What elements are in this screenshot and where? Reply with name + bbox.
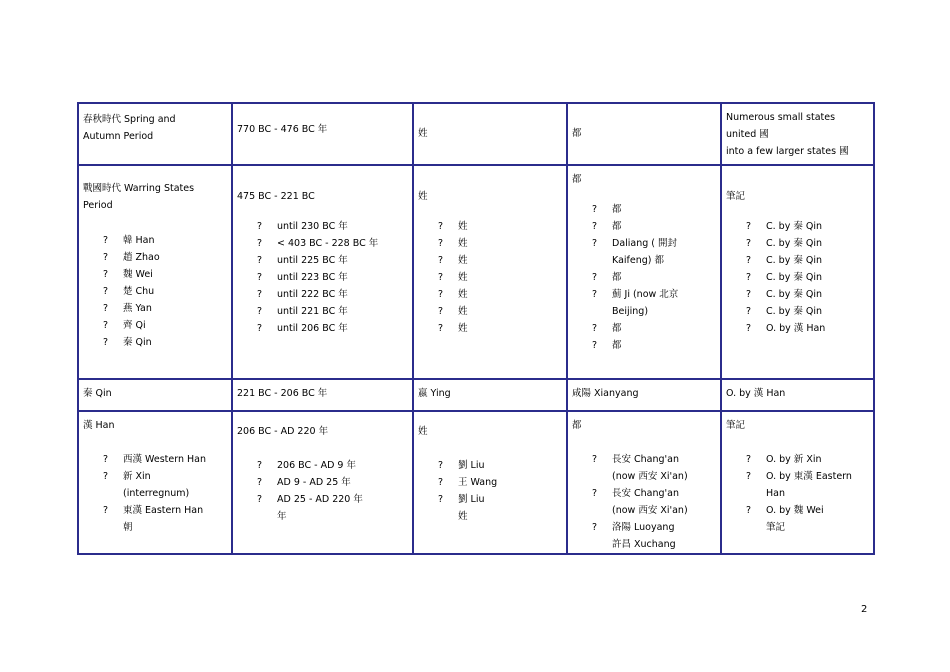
list-item [438, 269, 562, 286]
capital-text: (now 西安 Xi'an) [612, 505, 688, 516]
dates-list [237, 457, 408, 525]
surname-text: 姓 [418, 128, 428, 139]
bullet-icon: ? [746, 505, 752, 516]
note-text: C. by 秦 Qin [766, 221, 823, 232]
list-item [257, 303, 408, 320]
bullet-icon: ? [103, 252, 109, 263]
note-text: Han [766, 488, 785, 499]
surname-text: 嬴 Ying [418, 388, 451, 399]
list-item [438, 474, 562, 491]
dates-head: 475 BC - 221 BC [237, 191, 315, 202]
bullet-icon: ? [257, 477, 263, 488]
bullet-icon: ? [257, 323, 263, 334]
bullet-icon: ? [257, 289, 263, 300]
list-item [103, 249, 227, 266]
list-item [257, 457, 408, 474]
notes-line: into a few larger states 國 [726, 146, 849, 157]
dates-cell [232, 165, 413, 379]
bullet-icon: ? [103, 454, 109, 465]
capital-text: 咸陽 Xianyang [572, 388, 639, 399]
notes-list [726, 218, 869, 337]
bullet-icon: ? [746, 255, 752, 266]
bullet-icon: ? [257, 255, 263, 266]
list-item [592, 235, 716, 269]
capital-text: 洛陽 Luoyang [612, 522, 675, 533]
bullet-icon: ? [103, 337, 109, 348]
dates-text: 221 BC - 206 BC 年 [237, 388, 328, 399]
capital-text: 都 [612, 340, 622, 351]
capital-text: 長安 Chang'an [612, 488, 680, 499]
list-item [103, 502, 227, 536]
list-item [257, 491, 408, 525]
state-name: 齊 Qi [123, 320, 146, 331]
bullet-icon: ? [438, 272, 444, 283]
surname-cell [413, 165, 567, 379]
note-text: C. by 秦 Qin [766, 272, 823, 283]
period-line: Period [83, 200, 113, 211]
surname-head: 姓 [418, 191, 428, 202]
note-text: O. by 魏 Wei [766, 505, 824, 516]
bullet-icon: ? [438, 477, 444, 488]
surname-cell [413, 379, 567, 411]
bullet-icon: ? [746, 323, 752, 334]
date-range: until 206 BC 年 [277, 323, 348, 334]
table-row [78, 379, 874, 411]
list-item [746, 451, 869, 468]
capital-text: Kaifeng) 都 [612, 255, 664, 266]
list-item [257, 252, 408, 269]
date-range: until 230 BC 年 [277, 221, 348, 232]
state-list [83, 232, 227, 351]
list-item [103, 283, 227, 300]
notes-cell [721, 411, 874, 554]
capital-text: 許昌 Xuchang [612, 539, 676, 550]
bullet-icon: ? [103, 269, 109, 280]
list-item [746, 235, 869, 252]
capital-cell [567, 103, 721, 165]
notes-head: 筆記 [726, 420, 746, 431]
list-item [438, 491, 562, 525]
list-item [103, 317, 227, 334]
surname-head: 姓 [418, 426, 428, 437]
list-item [438, 286, 562, 303]
table-row [78, 165, 874, 379]
notes-cell [721, 103, 874, 165]
bullet-icon: ? [592, 221, 598, 232]
notes-line: Numerous small states [726, 112, 836, 123]
surname-list [418, 218, 562, 337]
table-row [78, 411, 874, 554]
capital-list [572, 201, 716, 354]
list-item [592, 519, 716, 553]
list-item [746, 269, 869, 286]
bullet-icon: ? [257, 460, 263, 471]
list-item [438, 457, 562, 474]
list-item [438, 218, 562, 235]
bullet-icon: ? [592, 488, 598, 499]
state-name: 西漢 Western Han [123, 454, 206, 465]
bullet-icon: ? [257, 272, 263, 283]
period-cell [78, 379, 232, 411]
bullet-icon: ? [746, 454, 752, 465]
list-item [103, 451, 227, 468]
date-range: 年 [277, 511, 287, 522]
date-range: until 221 BC 年 [277, 306, 348, 317]
period-line: Autumn Period [83, 131, 154, 142]
bullet-icon: ? [592, 454, 598, 465]
capital-cell [567, 165, 721, 379]
bullet-icon: ? [257, 238, 263, 249]
capital-text: 薊 Ji (now 北京 [612, 289, 679, 300]
list-item [257, 320, 408, 337]
list-item [103, 300, 227, 317]
bullet-icon: ? [103, 471, 109, 482]
state-name: 燕 Yan [123, 303, 152, 314]
bullet-icon: ? [257, 306, 263, 317]
bullet-icon: ? [592, 522, 598, 533]
bullet-icon: ? [438, 460, 444, 471]
capital-text: 都 [612, 323, 622, 334]
list-item [746, 502, 869, 536]
bullet-icon: ? [257, 221, 263, 232]
list-item [592, 286, 716, 320]
list-item [257, 218, 408, 235]
bullet-icon: ? [438, 323, 444, 334]
list-item [592, 451, 716, 485]
state-name: 新 Xin [123, 471, 151, 482]
bullet-icon: ? [438, 289, 444, 300]
capital-list [572, 451, 716, 553]
list-item [746, 320, 869, 337]
page-number: 2 [861, 604, 868, 615]
bullet-icon: ? [103, 235, 109, 246]
surname-text: 姓 [458, 255, 468, 266]
surname-text: 姓 [458, 511, 468, 522]
list-item [257, 286, 408, 303]
capital-cell [567, 379, 721, 411]
capital-text: 都 [612, 272, 622, 283]
surname-text: 姓 [458, 323, 468, 334]
notes-head: 筆記 [726, 191, 746, 202]
date-range: < 403 BC - 228 BC 年 [277, 238, 379, 249]
list-item [103, 232, 227, 249]
dates-cell [232, 411, 413, 554]
bullet-icon: ? [103, 303, 109, 314]
date-range: 206 BC - AD 9 年 [277, 460, 357, 471]
dates-text: 770 BC - 476 BC 年 [237, 124, 328, 135]
bullet-icon: ? [103, 505, 109, 516]
date-range: until 222 BC 年 [277, 289, 348, 300]
bullet-icon: ? [438, 255, 444, 266]
list-item [592, 218, 716, 235]
capital-text: 都 [612, 221, 622, 232]
capital-cell [567, 411, 721, 554]
list-item [103, 334, 227, 351]
list-item [103, 468, 227, 502]
list-item [257, 235, 408, 252]
bullet-icon: ? [592, 204, 598, 215]
list-item [746, 303, 869, 320]
state-name: 楚 Chu [123, 286, 155, 297]
list-item [746, 286, 869, 303]
capital-text: (now 西安 Xi'an) [612, 471, 688, 482]
bullet-icon: ? [592, 238, 598, 249]
list-item [746, 468, 869, 502]
note-text: O. by 東漢 Eastern [766, 471, 852, 482]
bullet-icon: ? [746, 238, 752, 249]
list-item [592, 320, 716, 337]
note-text: O. by 新 Xin [766, 454, 822, 465]
list-item [592, 269, 716, 286]
bullet-icon: ? [592, 323, 598, 334]
bullet-icon: ? [438, 494, 444, 505]
notes-cell [721, 379, 874, 411]
date-range: AD 25 - AD 220 年 [277, 494, 363, 505]
bullet-icon: ? [746, 471, 752, 482]
surname-text: 王 Wang [458, 477, 498, 488]
date-range: until 225 BC 年 [277, 255, 348, 266]
period-cell [78, 165, 232, 379]
bullet-icon: ? [746, 221, 752, 232]
surname-text: 姓 [458, 306, 468, 317]
bullet-icon: ? [592, 289, 598, 300]
notes-list [726, 451, 869, 536]
state-name: 趙 Zhao [123, 252, 160, 263]
capital-head: 都 [572, 174, 582, 185]
period-text: 漢 Han [83, 420, 115, 431]
note-text: 筆記 [766, 522, 786, 533]
date-range: AD 9 - AD 25 年 [277, 477, 351, 488]
bullet-icon: ? [257, 494, 263, 505]
table-row [78, 103, 874, 165]
notes-cell [721, 165, 874, 379]
list-item [438, 235, 562, 252]
surname-text: 姓 [458, 238, 468, 249]
surname-text: 姓 [458, 289, 468, 300]
list-item [592, 485, 716, 519]
list-item [438, 303, 562, 320]
capital-text: 都 [612, 204, 622, 215]
state-name: 魏 Wei [123, 269, 153, 280]
dates-cell [232, 103, 413, 165]
note-text: C. by 秦 Qin [766, 306, 823, 317]
list-item [592, 201, 716, 218]
surname-cell [413, 103, 567, 165]
state-name: (interregnum) [123, 488, 190, 499]
dates-head: 206 BC - AD 220 年 [237, 426, 329, 437]
bullet-icon: ? [103, 286, 109, 297]
bullet-icon: ? [746, 272, 752, 283]
state-name: 秦 Qin [123, 337, 152, 348]
list-item [257, 269, 408, 286]
notes-line: united 國 [726, 129, 769, 140]
list-item [746, 252, 869, 269]
surname-text: 姓 [458, 221, 468, 232]
bullet-icon: ? [592, 340, 598, 351]
state-name: 東漢 Eastern Han [123, 505, 204, 516]
surname-cell [413, 411, 567, 554]
bullet-icon: ? [746, 289, 752, 300]
state-list [83, 451, 227, 536]
period-cell [78, 103, 232, 165]
note-text: O. by 漢 Han [726, 388, 786, 399]
period-text: 秦 Qin [83, 388, 112, 399]
period-cell [78, 411, 232, 554]
state-name: 朝 [123, 522, 133, 533]
note-text: C. by 秦 Qin [766, 289, 823, 300]
note-text: O. by 漢 Han [766, 323, 826, 334]
note-text: C. by 秦 Qin [766, 255, 823, 266]
state-name: 韓 Han [123, 235, 155, 246]
note-text: C. by 秦 Qin [766, 238, 823, 249]
list-item [438, 320, 562, 337]
dates-list [237, 218, 408, 337]
capital-text: Daliang ( 開封 [612, 238, 678, 249]
bullet-icon: ? [746, 306, 752, 317]
list-item [746, 218, 869, 235]
list-item [103, 266, 227, 283]
capital-text: Beijing) [612, 306, 649, 317]
surname-text: 姓 [458, 272, 468, 283]
surname-text: 劉 Liu [458, 494, 485, 505]
capital-head: 都 [572, 420, 582, 431]
bullet-icon: ? [438, 306, 444, 317]
dates-cell [232, 379, 413, 411]
dynasty-table [77, 102, 875, 555]
bullet-icon: ? [438, 238, 444, 249]
period-line: 春秋時代 Spring and [83, 114, 176, 125]
bullet-icon: ? [438, 221, 444, 232]
date-range: until 223 BC 年 [277, 272, 348, 283]
capital-text: 長安 Chang'an [612, 454, 680, 465]
list-item [257, 474, 408, 491]
surname-text: 劉 Liu [458, 460, 485, 471]
bullet-icon: ? [592, 272, 598, 283]
surname-list [418, 457, 562, 525]
list-item [438, 252, 562, 269]
bullet-icon: ? [103, 320, 109, 331]
period-line: 戰國時代 Warring States [83, 183, 195, 194]
list-item [592, 337, 716, 354]
capital-text: 都 [572, 128, 582, 139]
